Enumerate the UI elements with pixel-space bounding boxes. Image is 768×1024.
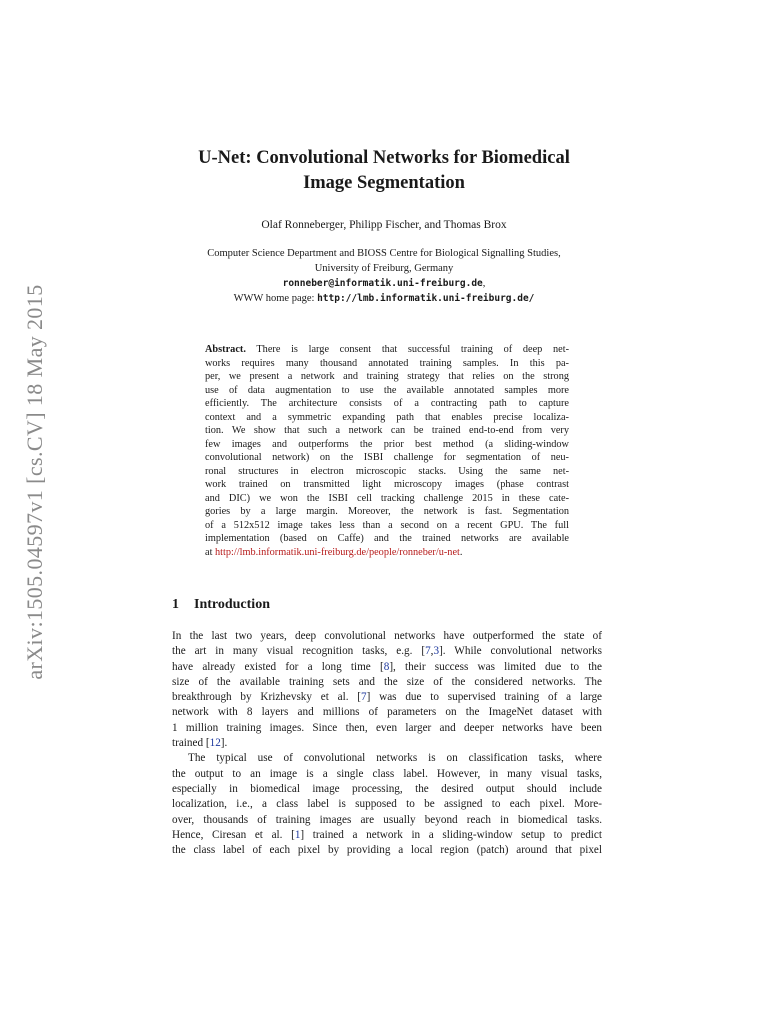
citation-link[interactable]: 7 (361, 691, 367, 704)
abstract-line: works requires many thousand annotated training samples. In this pa- (205, 357, 569, 369)
paragraph-line: the output to an image is a single class label. However, in many visual tasks, (172, 767, 602, 780)
paragraph-line: the art in many visual recognition tasks, e.g. [7,3]. While convolutional networks (172, 645, 602, 658)
abstract (205, 343, 569, 559)
abstract-label: Abstract. (205, 344, 246, 355)
title-line-2: Image Segmentation (303, 173, 465, 193)
author-list: Olaf Ronneberger, Philipp Fischer, and Thomas Brox (261, 219, 507, 231)
introduction-body (172, 629, 602, 858)
affiliation-line-2: University of Freiburg, Germany (314, 263, 454, 274)
abstract-line: at http://lmb.informatik.uni-freiburg.de/people/ronneber/u-net. (205, 546, 463, 558)
section-number: 1 (172, 597, 179, 612)
homepage-line (0, 291, 768, 306)
section-heading (172, 596, 270, 614)
arxiv-identifier: arXiv:1505.04597v1 [cs.CV] 18 May 2015 (22, 284, 47, 680)
paragraph-line: have already existed for a long time [8], their success was limited due to the (172, 660, 602, 673)
affiliation-block (0, 246, 768, 306)
paragraph-line: trained [12]. (172, 737, 228, 750)
abstract-line: work trained on transmitted light microscopy images (phase contrast (205, 479, 569, 490)
abstract-line: and DIC) we won the ISBI cell tracking challenge 2015 in these cate- (205, 492, 569, 504)
paper-title (0, 146, 768, 196)
homepage-link[interactable]: http://lmb.informatik.uni-freiburg.de/ (317, 293, 535, 304)
project-url-link[interactable]: http://lmb.informatik.uni-freiburg.de/people/ronneber/u-net (215, 546, 460, 558)
abstract-line: gories by a large margin. Moreover, the network is fast. Segmentation (205, 506, 569, 517)
abstract-line: efficiently. The architecture consists of a contracting path to capture (205, 398, 569, 409)
paragraph-line: especially in biomedical image processing, the desired output should include (172, 782, 602, 795)
paragraph-line: The typical use of convolutional networks is on classification tasks, where (188, 752, 602, 765)
paragraph-line: localization, i.e., a class label is supposed to be assigned to each pixel. More- (172, 798, 602, 811)
email-suffix: , (482, 278, 486, 289)
abstract-line: few images and outperforms the prior best method (a sliding-window (205, 438, 569, 450)
paragraph-line: network with 8 layers and millions of parameters on the ImageNet dataset with (172, 706, 602, 719)
title-line-1: U-Net: Convolutional Networks for Biomedical (198, 148, 570, 168)
abstract-line: context and a symmetric expanding path that enables precise localiza- (205, 411, 569, 423)
citation-link[interactable]: 8 (383, 660, 390, 673)
paragraph-line: over, thousands of training images are usually beyond reach in biomedical tasks. (172, 813, 602, 826)
paragraph-line: the class label of each pixel by providing a local region (patch) around that pixel (172, 844, 602, 857)
citation-link[interactable]: 7 (425, 645, 431, 658)
abstract-line: per, we present a network and training strategy that relies on the strong (205, 371, 569, 382)
abstract-line: of a 512x512 image takes less than a second on a recent GPU. The full (205, 519, 569, 531)
abstract-line: tion. We show that such a network can be trained end-to-end from very (205, 425, 569, 436)
citation-link[interactable]: 12 (209, 737, 221, 750)
citation-link[interactable]: 3 (433, 645, 440, 658)
paragraph-line: size of the available training sets and the size of the considered networks. The (172, 675, 602, 688)
citation-link[interactable]: 1 (294, 828, 301, 841)
abstract-line: ronal structures in electron microscopic stacks. Using the same net- (205, 465, 569, 477)
homepage-label: WWW home page: (233, 293, 318, 304)
abstract-line: convolutional network) on the ISBI challenge for segmentation of neu- (205, 452, 569, 463)
paragraph-line: In the last two years, deep convolutional networks have outperformed the state of (172, 630, 602, 642)
paragraph-line: 1 million training images. Since then, even larger and deeper networks have been (172, 721, 602, 734)
abstract-line: Abstract. There is large consent that successful training of deep net- (205, 344, 569, 355)
abstract-line: use of data augmentation to use the available annotated samples more (205, 384, 569, 396)
section-title: Introduction (194, 597, 270, 612)
abstract-line: implementation (based on Caffe) and the trained networks are available (205, 533, 569, 544)
affiliation-line-1: Computer Science Department and BIOSS Centre for Biological Signalling Studies, (207, 248, 561, 259)
paragraph-line: Hence, Ciresan et al. [1] trained a network in a sliding-window setup to predict (172, 828, 602, 841)
paragraph-line: breakthrough by Krizhevsky et al. [7] was due to supervised training of a large (172, 691, 602, 704)
author-email[interactable]: ronneber@informatik.uni-freiburg.de (282, 278, 483, 289)
email-line (0, 276, 768, 291)
